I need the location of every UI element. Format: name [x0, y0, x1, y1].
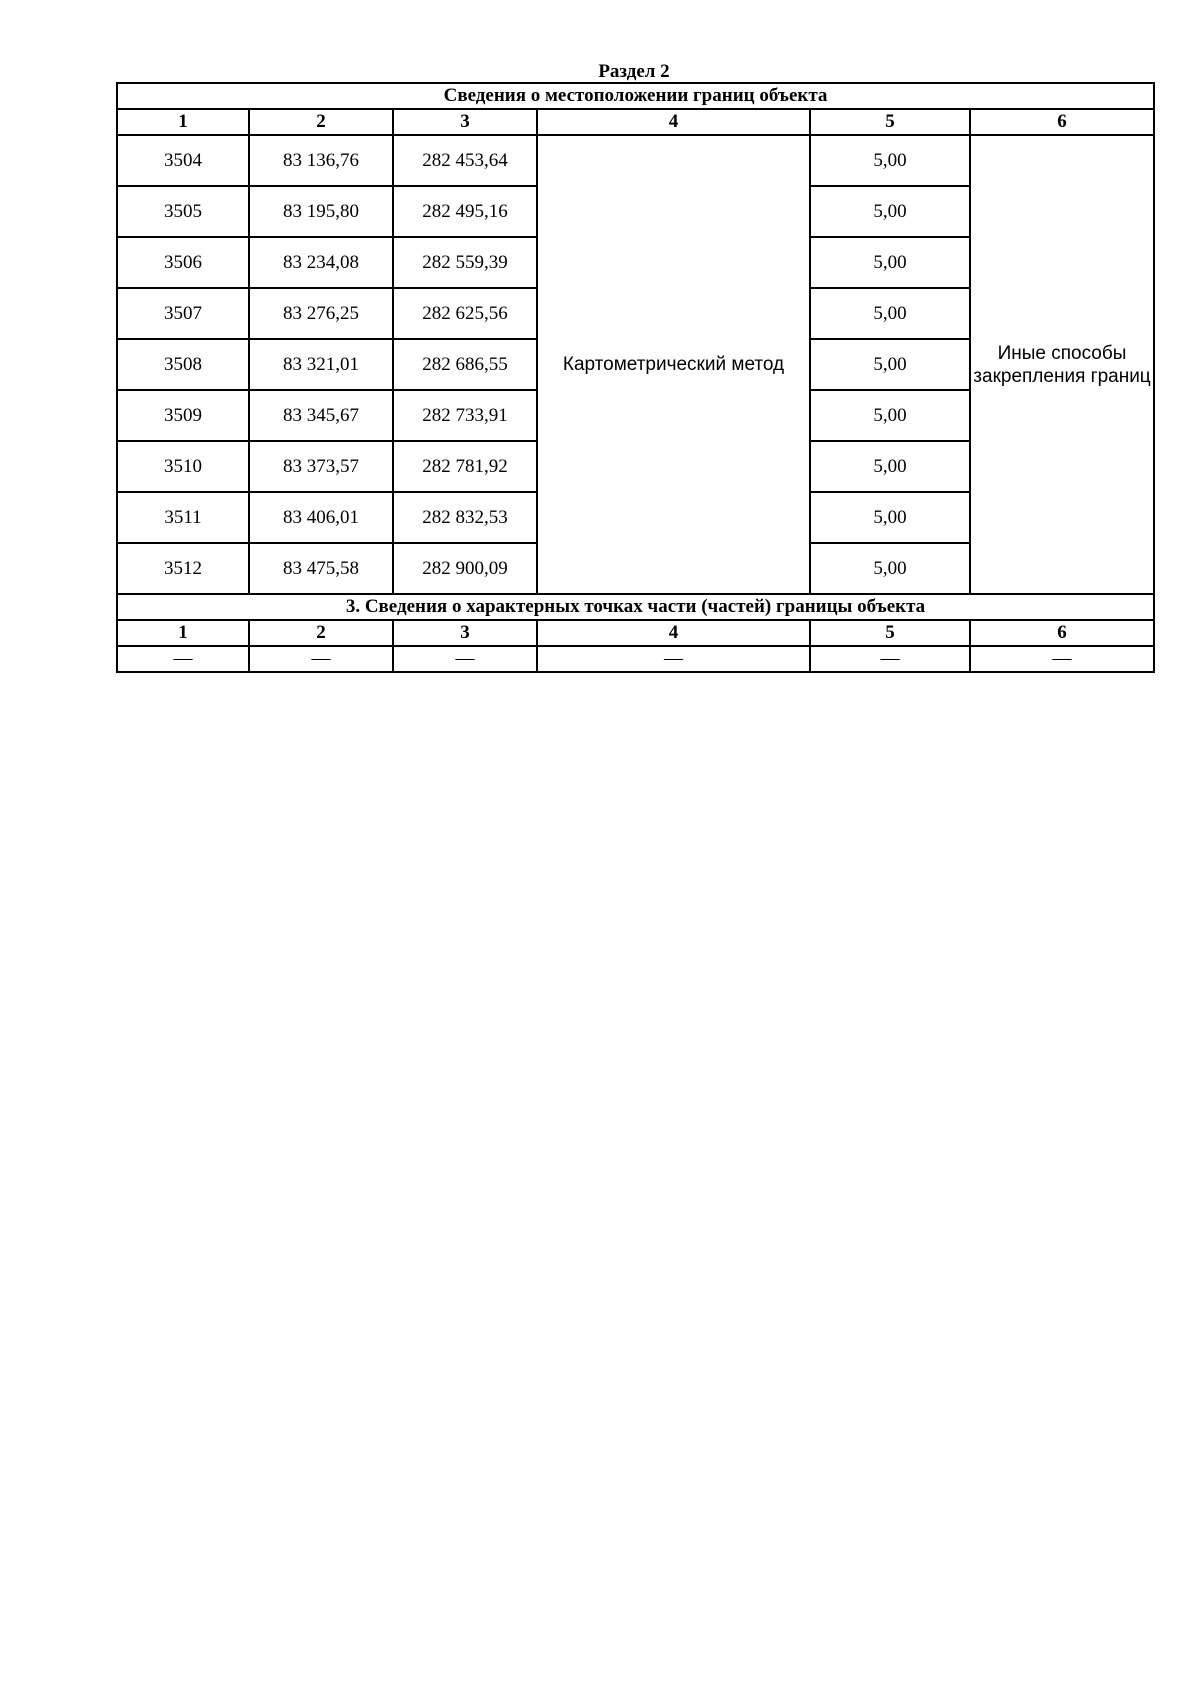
section-title: Раздел 2: [598, 61, 670, 82]
point-number-cell: 3506: [117, 237, 249, 288]
column-header-6: 6: [970, 620, 1154, 646]
table-row: [117, 646, 1154, 672]
empty-cell: —: [810, 646, 970, 672]
accuracy-cell: 5,00: [810, 339, 970, 390]
x-coordinate-cell: 83 276,25: [249, 288, 393, 339]
y-coordinate-cell: 282 686,55: [393, 339, 537, 390]
accuracy-cell: 5,00: [810, 186, 970, 237]
y-coordinate-cell: 282 900,09: [393, 543, 537, 594]
empty-cell: —: [970, 646, 1154, 672]
accuracy-cell: 5,00: [810, 390, 970, 441]
y-coordinate-cell: 282 453,64: [393, 135, 537, 186]
point-number-cell: 3512: [117, 543, 249, 594]
column-header-1: 1: [117, 620, 249, 646]
x-coordinate-cell: 83 345,67: [249, 390, 393, 441]
parts-table-title-row: [117, 594, 1154, 620]
empty-cell: —: [117, 646, 249, 672]
fixing-method-line-2: закрепления границ: [973, 365, 1151, 387]
accuracy-cell: 5,00: [810, 135, 970, 186]
point-number-cell: 3508: [117, 339, 249, 390]
accuracy-cell: 5,00: [810, 288, 970, 339]
y-coordinate-cell: 282 625,56: [393, 288, 537, 339]
method-cell: Картометрический метод: [537, 135, 810, 594]
empty-cell: —: [393, 646, 537, 672]
column-header-3: 3: [393, 620, 537, 646]
point-number-cell: 3509: [117, 390, 249, 441]
y-coordinate-cell: 282 832,53: [393, 492, 537, 543]
y-coordinate-cell: 282 733,91: [393, 390, 537, 441]
point-number-cell: 3505: [117, 186, 249, 237]
point-number-cell: 3507: [117, 288, 249, 339]
x-coordinate-cell: 83 406,01: [249, 492, 393, 543]
fixing-method-cell: [970, 135, 1154, 594]
x-coordinate-cell: 83 475,58: [249, 543, 393, 594]
x-coordinate-cell: 83 195,80: [249, 186, 393, 237]
empty-cell: —: [537, 646, 810, 672]
x-coordinate-cell: 83 373,57: [249, 441, 393, 492]
point-number-cell: 3511: [117, 492, 249, 543]
y-coordinate-cell: 282 781,92: [393, 441, 537, 492]
column-header-5: 5: [810, 620, 970, 646]
column-header-6: 6: [970, 109, 1154, 135]
y-coordinate-cell: 282 559,39: [393, 237, 537, 288]
accuracy-cell: 5,00: [810, 237, 970, 288]
boundary-table: [116, 82, 1155, 673]
point-number-cell: 3510: [117, 441, 249, 492]
parts-table-title: 3. Сведения о характерных точках части (частей) границы объекта: [117, 594, 1154, 620]
empty-cell: —: [249, 646, 393, 672]
x-coordinate-cell: 83 234,08: [249, 237, 393, 288]
x-coordinate-cell: 83 136,76: [249, 135, 393, 186]
boundary-table-header-row: [117, 109, 1154, 135]
y-coordinate-cell: 282 495,16: [393, 186, 537, 237]
column-header-4: 4: [537, 620, 810, 646]
boundary-table-title-row: [117, 83, 1154, 109]
boundary-table-title: Сведения о местоположении границ объекта: [117, 83, 1154, 109]
column-header-2: 2: [249, 109, 393, 135]
accuracy-cell: 5,00: [810, 441, 970, 492]
column-header-5: 5: [810, 109, 970, 135]
fixing-method-line-1: Иные способы: [997, 342, 1127, 364]
point-number-cell: 3504: [117, 135, 249, 186]
parts-table-header-row: [117, 620, 1154, 646]
x-coordinate-cell: 83 321,01: [249, 339, 393, 390]
column-header-4: 4: [537, 109, 810, 135]
column-header-3: 3: [393, 109, 537, 135]
column-header-2: 2: [249, 620, 393, 646]
table-row: [117, 135, 1154, 186]
column-header-1: 1: [117, 109, 249, 135]
accuracy-cell: 5,00: [810, 543, 970, 594]
accuracy-cell: 5,00: [810, 492, 970, 543]
